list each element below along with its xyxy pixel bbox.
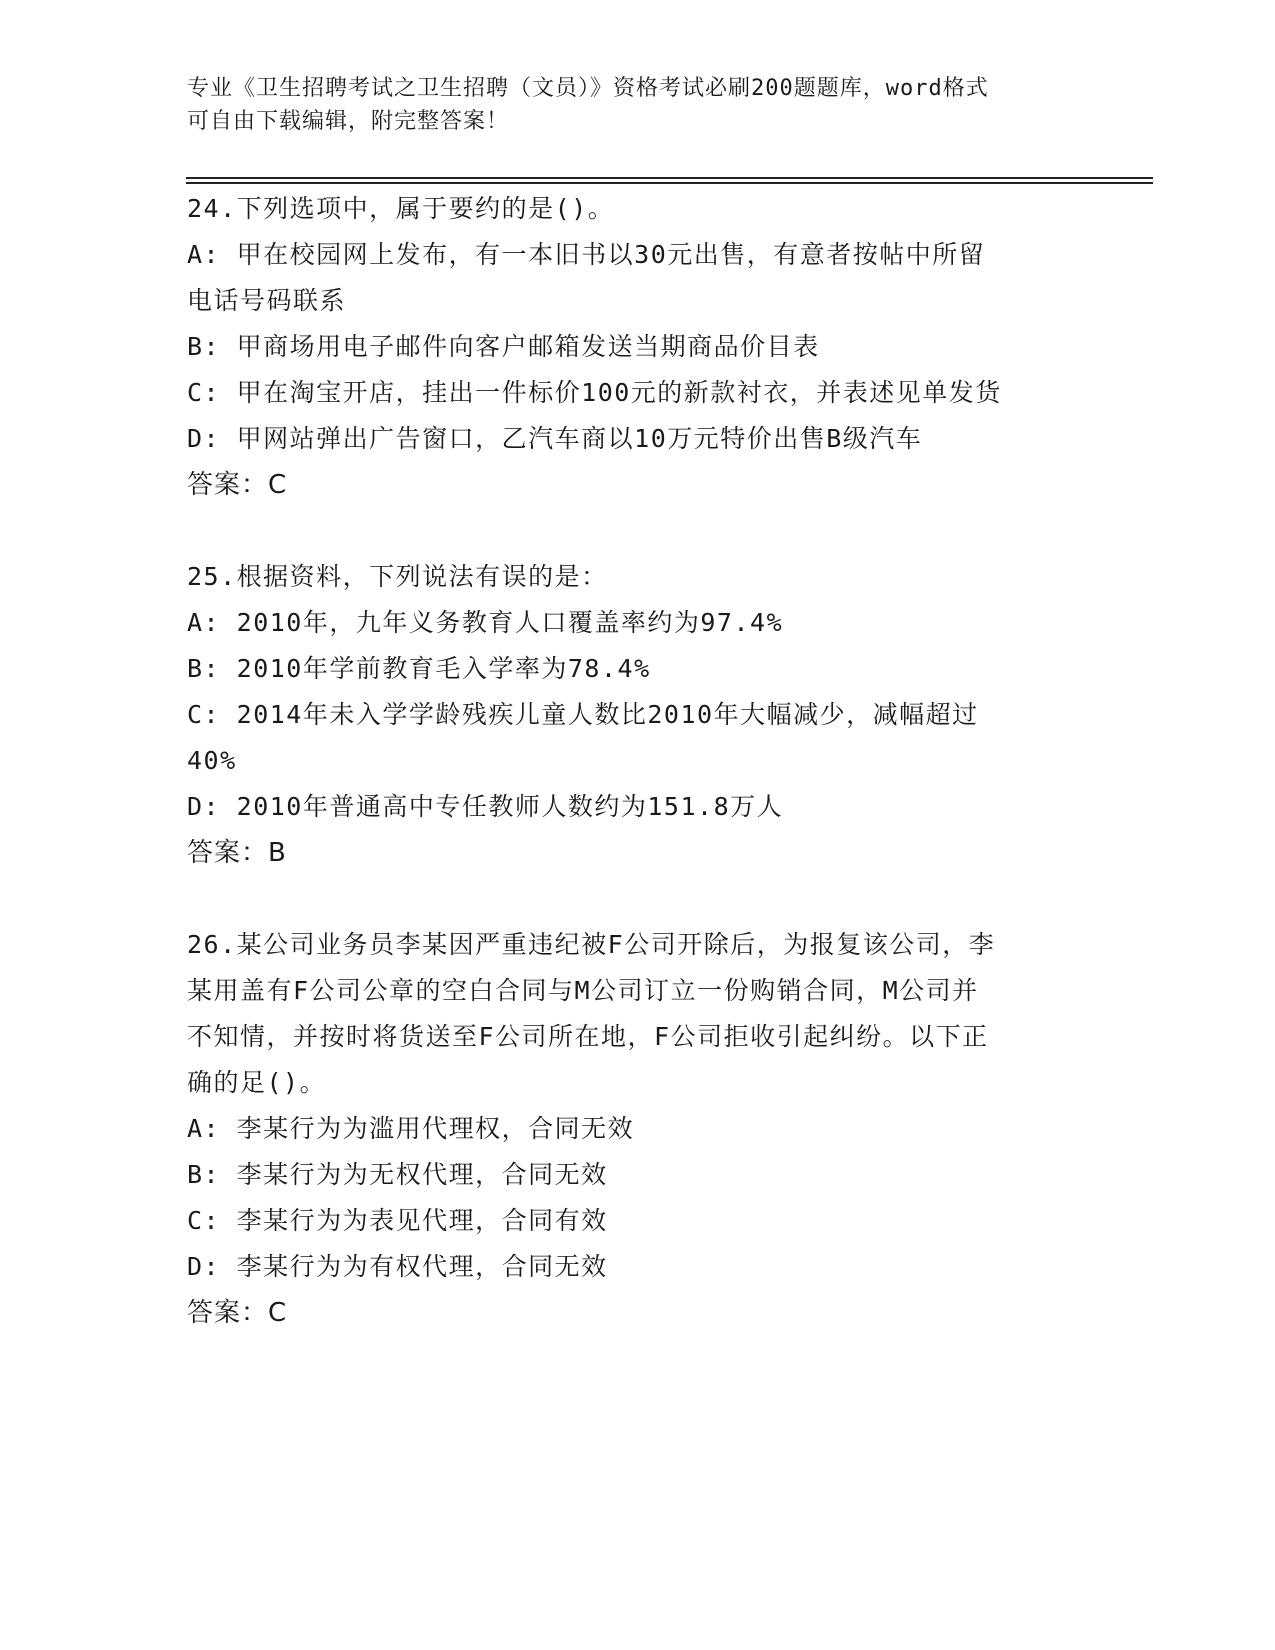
question-stem-line-3: 不知情，并按时将货送至F公司所在地，F公司拒收引起纠纷。以下正: [187, 1022, 989, 1051]
question-stem: 24.下列选项中，属于要约的是()。: [187, 194, 615, 223]
header-divider-bottom: [186, 182, 1153, 184]
option-a-continued: 电话号码联系: [187, 286, 347, 315]
option-b: B: 甲商场用电子邮件向客户邮箱发送当期商品价目表: [187, 332, 820, 361]
option-c: C: 甲在淘宝开店，挂出一件标价100元的新款衬衣，并表述见单发货: [187, 378, 1002, 407]
question-stem-line-4: 确的足()。: [187, 1068, 327, 1097]
header-line-2: 可自由下载编辑，附完整答案！: [187, 109, 510, 134]
header-line-1: 专业《卫生招聘考试之卫生招聘（文员）》资格考试必刷200题题库，word格式: [187, 76, 989, 101]
spacer: [187, 508, 1087, 554]
question-list: [187, 186, 1087, 1336]
answer-label: 答案：C: [187, 470, 288, 500]
option-b: B: 2010年学前教育毛入学率为78.4%: [187, 654, 651, 683]
option-a: A: 2010年，九年义务教育人口覆盖率约为97.4%: [187, 608, 784, 637]
question-stem: 25.根据资料，下列说法有误的是：: [187, 562, 608, 591]
header-divider-top: [186, 177, 1153, 179]
question-block: [187, 554, 1087, 876]
option-c: C: 李某行为为表见代理，合同有效: [187, 1206, 608, 1235]
option-a: A: 甲在校园网上发布，有一本旧书以30元出售，有意者按帖中所留: [187, 240, 986, 269]
answer-label: 答案：B: [187, 838, 287, 868]
question-block: [187, 186, 1087, 508]
option-d: D: 2010年普通高中专任教师人数约为151.8万人: [187, 792, 784, 821]
question-stem-line-2: 某用盖有F公司公章的空白合同与M公司订立一份购销合同，M公司并: [187, 976, 979, 1005]
question-stem-line-1: 26.某公司业务员李某因严重违纪被F公司开除后，为报复该公司，李: [187, 930, 996, 959]
answer-label: 答案：C: [187, 1298, 288, 1328]
spacer: [187, 876, 1087, 922]
question-block: [187, 922, 1087, 1336]
option-a: A: 李某行为为滥用代理权，合同无效: [187, 1114, 635, 1143]
document-header: [187, 72, 1087, 138]
option-d: D: 甲网站弹出广告窗口，乙汽车商以10万元特价出售B级汽车: [187, 424, 923, 453]
option-c: C: 2014年未入学学龄残疾儿童人数比2010年大幅减少，减幅超过: [187, 700, 979, 729]
option-d: D: 李某行为为有权代理，合同无效: [187, 1252, 608, 1281]
option-c-continued: 40%: [187, 746, 237, 775]
option-b: B: 李某行为为无权代理，合同无效: [187, 1160, 608, 1189]
